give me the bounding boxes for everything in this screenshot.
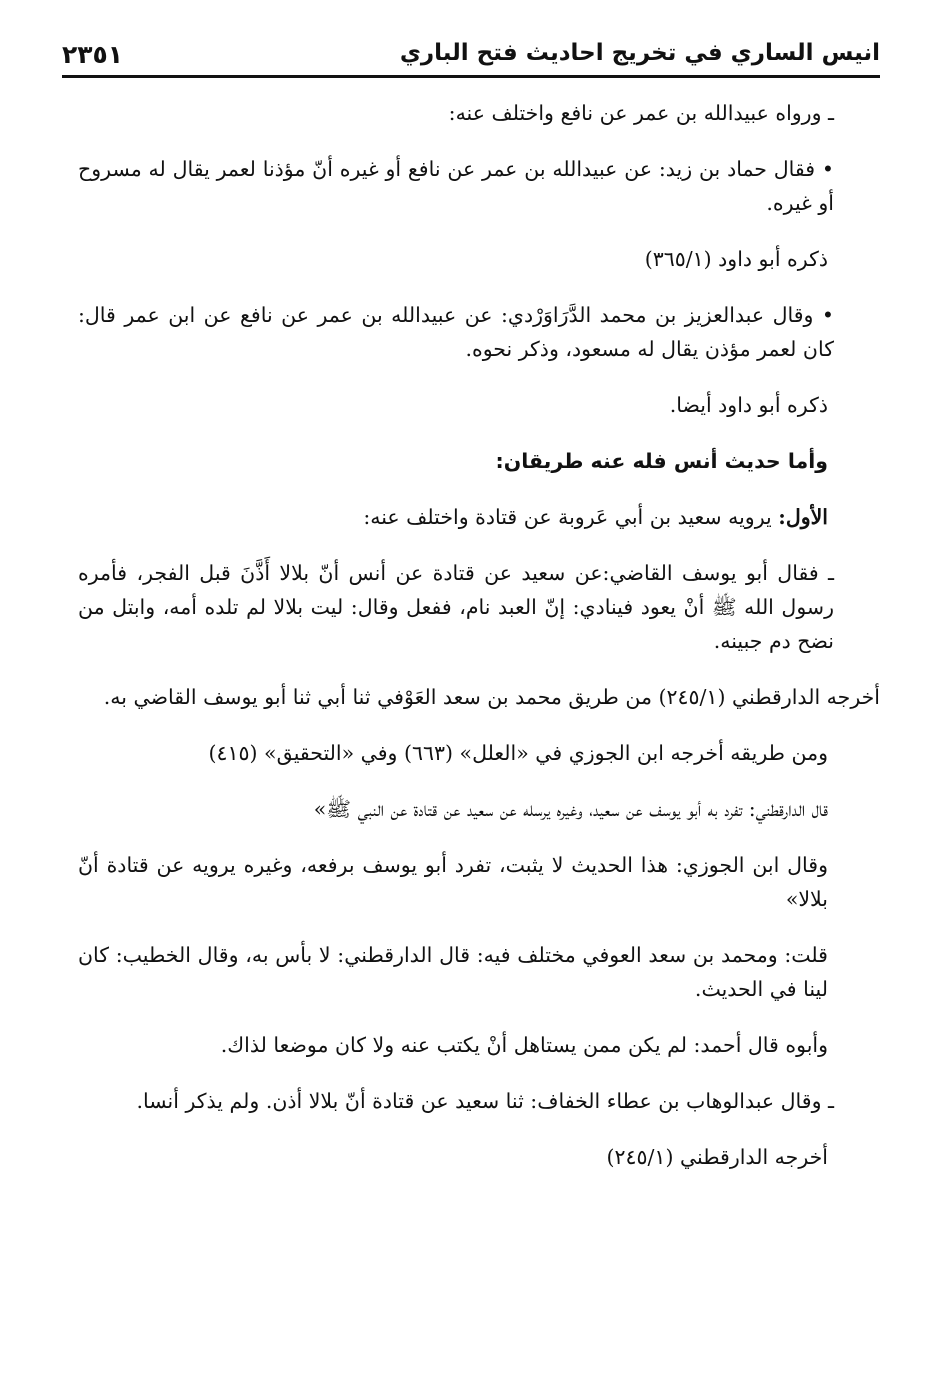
paragraph-text: قلت: ومحمد بن سعد العوفي مختلف فيه: قال الدارقطني: لا بأس به، وقال الخطيب: كان لينا في الحديث. (78, 943, 828, 1001)
paragraph (78, 680, 880, 714)
paragraph-text: أخرجه الدارقطني (٢٤٥/١) من طريق محمد بن سعد العَوْفي ثنا أبي ثنا أبو يوسف القاضي به. (103, 685, 880, 709)
paragraph-text: أخرجه الدارقطني (٢٤٥/١) (606, 1145, 828, 1169)
reference-paragraph (78, 242, 880, 276)
lead-term: الأول: (778, 505, 828, 529)
paragraph-text: ـ وقال عبدالوهاب بن عطاء الخفاف: ثنا سعيد عن قتادة أنّ بلالا أذن. ولم يذكر أنسا. (136, 1089, 834, 1113)
paragraph (78, 848, 880, 916)
paragraph-text: • وقال عبدالعزيز بن محمد الدَّرَاوَرْدي: عن عبيدالله بن عمر عن نافع عن ابن عمر قال: كان لعمر مؤذن يقال له مسعود، وذكر نحوه. (78, 303, 834, 361)
running-header (62, 40, 880, 78)
paragraph-text: ـ فقال أبو يوسف القاضي:عن سعيد عن قتادة عن أنس أنّ بلالا أَذَّنَ قبل الفجر، فأمره رسول الله ﷺ أنْ يعود فينادي: إنّ العبد نام، ففعل وقال: ليت بلالا لم تلده أمه، وابتل من نضح دم جبينه. (78, 561, 834, 653)
bullet-paragraph (78, 152, 880, 220)
reference-paragraph (78, 388, 880, 422)
paragraph (78, 1028, 880, 1062)
paragraph-text: ذكره أبو داود أيضا. (669, 393, 828, 417)
paragraph (78, 736, 880, 770)
paragraph-text: ومن طريقه أخرجه ابن الجوزي في «العلل» (٦٦٣) وفي «التحقيق» (٤١٥) (208, 741, 828, 765)
paragraph-text: • فقال حماد بن زيد: عن عبيدالله بن عمر عن نافع أو غيره أنّ مؤذنا لعمر يقال له مسروح أو غيره. (78, 157, 834, 215)
paragraph (78, 792, 880, 826)
paragraph (78, 500, 880, 534)
bullet-paragraph (78, 298, 880, 366)
section-heading (78, 444, 880, 478)
paragraph (78, 938, 880, 1006)
page-number: ٢٣٥١ (62, 40, 124, 69)
paragraph-text: ـ ورواه عبيدالله بن عمر عن نافع واختلف عنه: (448, 101, 834, 125)
paragraph-text: ذكره أبو داود (٣٦٥/١) (644, 247, 828, 271)
paragraph (78, 556, 880, 658)
paragraph (78, 1084, 880, 1118)
page-body (78, 96, 880, 1174)
running-title: انيس الساري في تخريج احاديث فتح الباري (399, 40, 880, 66)
paragraph-text: وأبوه قال أحمد: لم يكن ممن يستاهل أنْ يكتب عنه ولا كان موضعا لذاك. (220, 1033, 828, 1057)
header-rule (62, 75, 880, 78)
heading-text: وأما حديث أنس فله عنه طريقان: (495, 449, 828, 473)
paragraph (78, 96, 880, 130)
paragraph-text: قال الدارقطني: تفرد به أبو يوسف عن سعيد، وغيره يرسله عن سعيد عن قتادة عن النبي ﷺ» (313, 797, 828, 821)
paragraph-text: وقال ابن الجوزي: هذا الحديث لا يثبت، تفرد أبو يوسف برفعه، وغيره يرويه عن قتادة أنّ بلالا» (78, 853, 828, 911)
paragraph (78, 1140, 880, 1174)
paragraph-text: يرويه سعيد بن أبي عَروبة عن قتادة واختلف عنه: (363, 505, 779, 529)
